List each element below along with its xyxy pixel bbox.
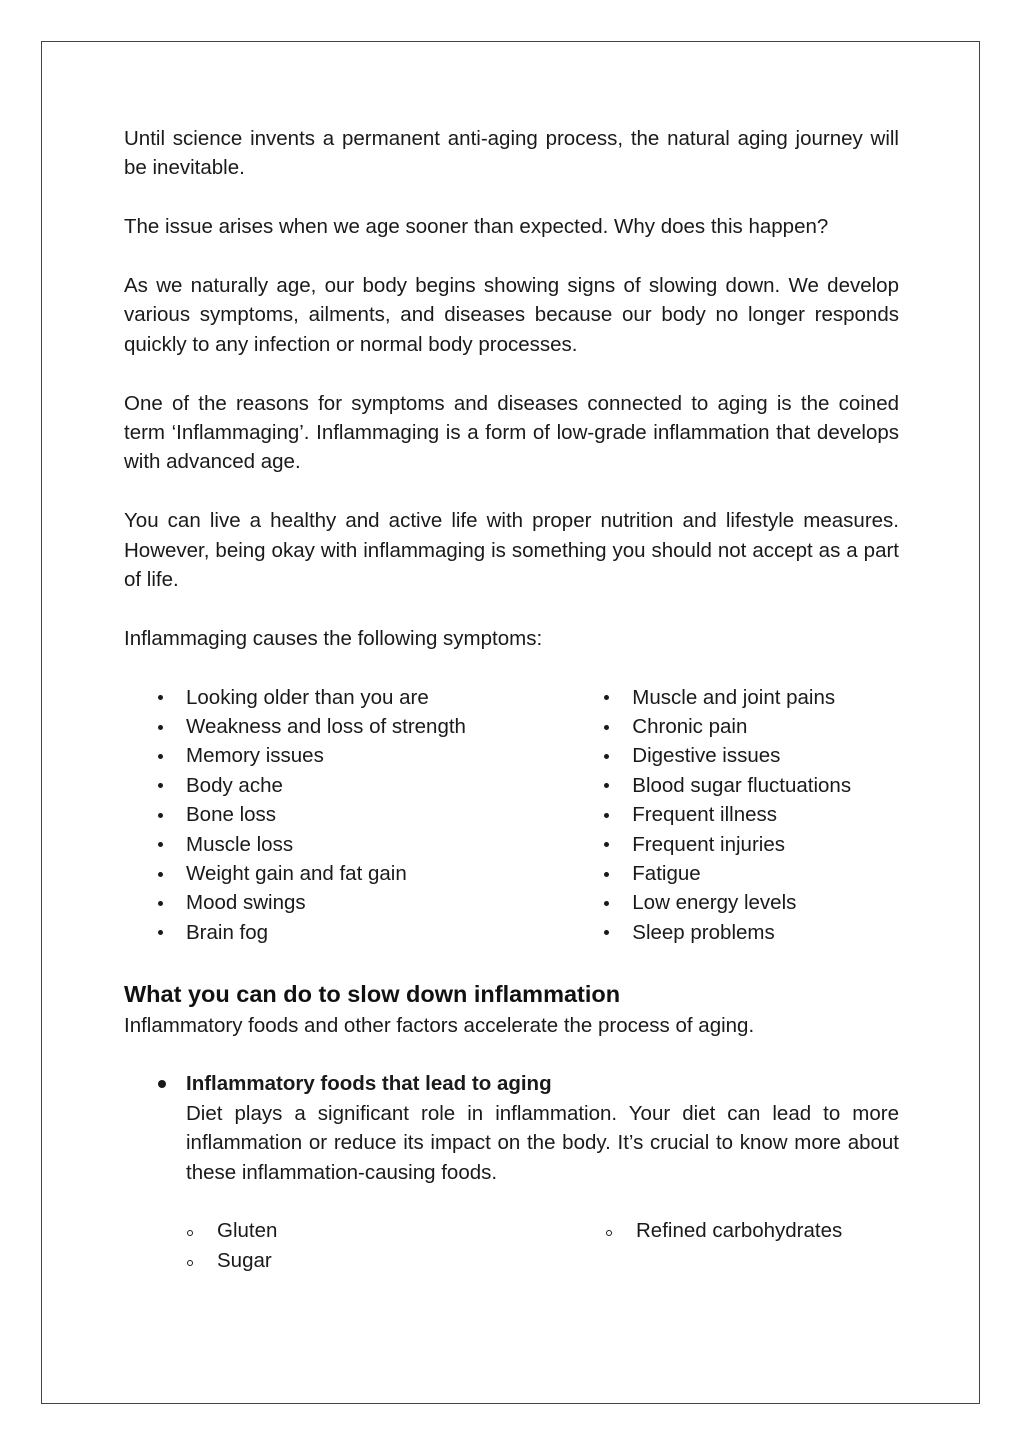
list-item: Mood swings xyxy=(155,888,509,917)
section-intro: Inflammatory foods and other factors accelerate the process of aging. xyxy=(124,1013,755,1037)
list-item: Bone loss xyxy=(155,800,509,829)
paragraph-aging-signs: As we naturally age, our body begins showing signs of slowing down. We develop various symptoms, ailments, and diseases because our body no longer responds quickly to any infection or normal body processes. xyxy=(124,274,899,356)
list-item: Blood sugar fluctuations xyxy=(601,771,899,800)
paragraph-healthy-life: You can live a healthy and active life with proper nutrition and lifestyle measures. However, being okay with inflammaging is something you should not accept as a part of life. xyxy=(124,509,899,592)
list-item: Weight gain and fat gain xyxy=(155,859,509,888)
bullet-title: Inflammatory foods that lead to aging xyxy=(186,1072,552,1096)
list-item: Body ache xyxy=(155,771,509,800)
foods-column-left xyxy=(186,1216,605,1275)
section-heading: What you can do to slow down inflammation xyxy=(124,980,621,1007)
paragraph-symptoms-lead: Inflammaging causes the following symptoms: xyxy=(124,626,543,650)
list-item: Frequent injuries xyxy=(601,830,899,859)
list-item: Sugar xyxy=(186,1246,605,1275)
bullet-inflammatory-foods xyxy=(186,1069,899,1187)
list-item: Low energy levels xyxy=(601,888,899,917)
foods-column-right xyxy=(605,1216,899,1275)
paragraph-inflammaging-definition: One of the reasons for symptoms and diseases connected to aging is the coined term ‘Inflammaging’. Inflammaging is a form of low-grade inflammation that develops with advanced age. xyxy=(124,391,899,474)
list-item: Sleep problems xyxy=(601,918,899,947)
symptoms-list xyxy=(124,683,899,948)
list-item: Looking older than you are xyxy=(155,683,509,712)
list-item: Chronic pain xyxy=(601,712,899,741)
list-item: Weakness and loss of strength xyxy=(155,712,509,741)
foods-list xyxy=(186,1216,899,1275)
list-item: Memory issues xyxy=(155,741,509,770)
list-item: Refined carbohydrates xyxy=(605,1216,899,1245)
bullet-description: Diet plays a significant role in inflammation. Your diet can lead to more inflammation or reduce its impact on the body. It’s crucial to know more about these inflammation-causing foods. xyxy=(186,1101,899,1184)
paragraph-intro: Until science invents a permanent anti-aging process, the natural aging journey will be inevitable. xyxy=(124,127,899,180)
list-item: Gluten xyxy=(186,1216,605,1245)
symptoms-column-left xyxy=(155,683,509,948)
list-item: Fatigue xyxy=(601,859,899,888)
paragraph-question: The issue arises when we age sooner than expected. Why does this happen? xyxy=(124,215,829,239)
list-item: Muscle and joint pains xyxy=(601,683,899,712)
symptoms-column-right xyxy=(601,683,899,948)
list-item: Frequent illness xyxy=(601,800,899,829)
list-item: Brain fog xyxy=(155,918,509,947)
list-item: Muscle loss xyxy=(155,830,509,859)
list-item: Digestive issues xyxy=(601,741,899,770)
document-body xyxy=(124,124,899,1275)
